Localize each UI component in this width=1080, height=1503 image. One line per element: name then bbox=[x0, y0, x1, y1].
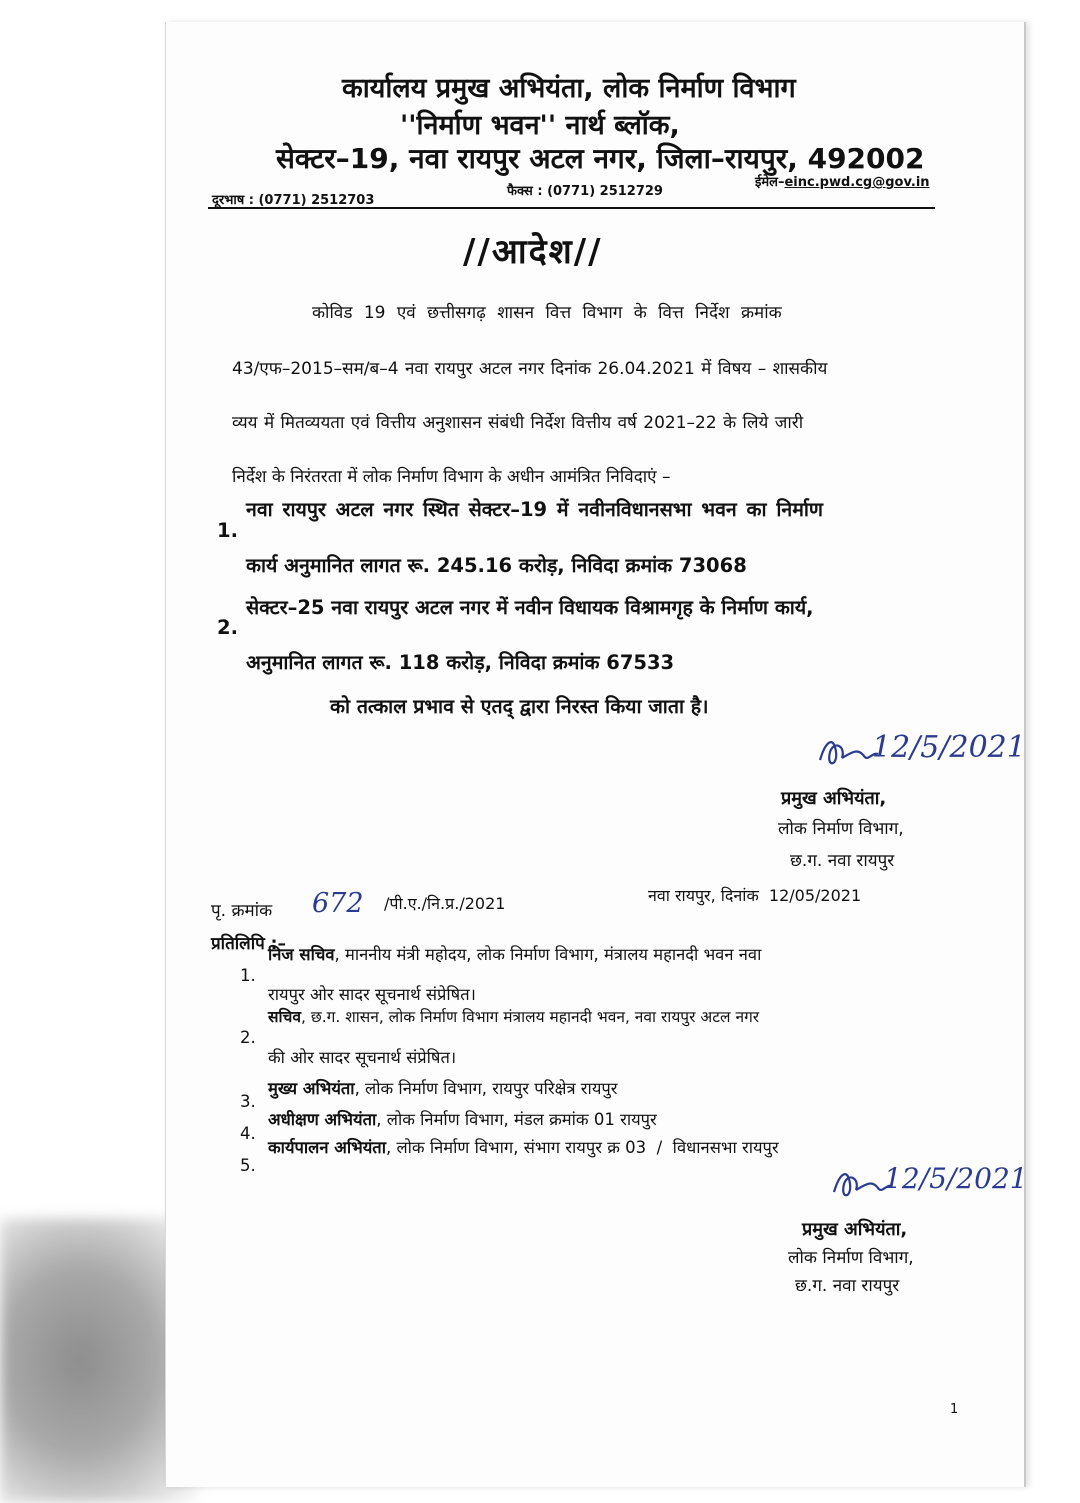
signatory-title: प्रमुख अभियंता, bbox=[781, 788, 887, 809]
item-1-line-1: नवा रायपुर अटल नगर स्थित सेक्टर–19 में नवीनविधानसभा भवन का निर्माण bbox=[246, 498, 824, 521]
copy-2-line-1 bbox=[268, 1005, 759, 1027]
item-1-number: 1. bbox=[217, 519, 238, 542]
copy-1-recipient: निज सचिव bbox=[268, 945, 335, 964]
copy-2-recipient: सचिव bbox=[268, 1008, 301, 1026]
ref-date: नवा रायपुर, दिनांक 12/05/2021 bbox=[648, 886, 862, 905]
office-name: कार्यालय प्रमुख अभियंता, लोक निर्माण विभाग bbox=[342, 73, 796, 104]
copy-5-recipient: कार्यपालन अभियंता bbox=[268, 1138, 386, 1157]
handwritten-signature bbox=[812, 722, 1026, 782]
copy-5-line-1 bbox=[268, 1135, 779, 1158]
office-building: ''निर्माण भवन'' नार्थ ब्लॉक, bbox=[400, 110, 680, 141]
copy-4-line-1 bbox=[268, 1107, 657, 1130]
email-address: einc.pwd.cg@gov.in bbox=[784, 175, 930, 190]
email-label: ईमेल– bbox=[755, 175, 785, 190]
handwritten-signature-2 bbox=[826, 1152, 1028, 1212]
item-2-number: 2. bbox=[217, 616, 238, 639]
ref-suffix: /पी.ए./नि.प्र./2021 bbox=[384, 894, 506, 913]
copy-1-line-2: रायपुर ओर सादर सूचनार्थ संप्रेषित। bbox=[268, 985, 476, 1004]
signatory2-dept: लोक निर्माण विभाग, bbox=[788, 1248, 914, 1268]
signature-date-2: 12/5/2021 bbox=[884, 1162, 1028, 1195]
order-title: //आदेश// bbox=[463, 232, 603, 272]
copy-2-number: 2. bbox=[240, 1028, 256, 1047]
copy-3-text: , लोक निर्माण विभाग, रायपुर परिक्षेत्र रायपुर bbox=[354, 1079, 618, 1098]
item-2-line-1: सेक्टर–25 नवा रायपुर अटल नगर में नवीन विधायक विश्रामगृह के निर्माण कार्य, bbox=[246, 596, 814, 619]
copy-1-text: , माननीय मंत्री महोदय, लोक निर्माण विभाग, मंत्रालय महानदी भवन नवा bbox=[334, 945, 762, 964]
closing-line: को तत्काल प्रभाव से एतद् द्वारा निरस्त किया जाता है। bbox=[330, 695, 709, 718]
body-line-3: व्यय में मितव्ययता एवं वित्तीय अनुशासन संबंधी निर्देश वित्तीय वर्ष 2021–22 के लिये जारी bbox=[232, 413, 804, 433]
copy-4-recipient: अधीक्षण अभियंता bbox=[268, 1110, 377, 1129]
copy-4-number: 4. bbox=[240, 1124, 256, 1143]
signatory2-title: प्रमुख अभियंता, bbox=[802, 1219, 908, 1240]
copy-3-line-1 bbox=[268, 1076, 618, 1099]
copy-3-recipient: मुख्य अभियंता bbox=[268, 1079, 355, 1098]
signature-date: 12/5/2021 bbox=[872, 730, 1026, 765]
email-line bbox=[755, 172, 930, 190]
ref-number: 672 bbox=[312, 888, 364, 919]
header-rule bbox=[208, 207, 935, 209]
copy-1-number: 1. bbox=[240, 966, 256, 985]
phone-number: दूरभाष : (0771) 2512703 bbox=[212, 193, 375, 208]
item-2-line-2: अनुमानित लागत रू. 118 करोड़, निविदा क्रमांक 67533 bbox=[246, 651, 675, 674]
copy-3-number: 3. bbox=[240, 1092, 256, 1111]
copy-4-text: , लोक निर्माण विभाग, मंडल क्रमांक 01 रायपुर bbox=[376, 1110, 657, 1129]
fax-number: फैक्स : (0771) 2512729 bbox=[507, 184, 663, 199]
copy-1-line-1 bbox=[268, 942, 761, 965]
copy-label: प्रतिलिपि :– bbox=[211, 934, 286, 954]
copy-2-line-2: की ओर सादर सूचनार्थ संप्रेषित। bbox=[268, 1048, 457, 1067]
copy-5-text: , लोक निर्माण विभाग, संभाग रायपुर क्र 03 / विधानसभा रायपुर bbox=[385, 1138, 779, 1157]
body-line-1: कोविड 19 एवं छत्तीसगढ़ शासन वित्त विभाग के वित्त निर्देश क्रमांक bbox=[312, 303, 782, 323]
signatory-place: छ.ग. नवा रायपुर bbox=[790, 851, 895, 871]
office-address: सेक्टर–19, नवा रायपुर अटल नगर, जिला–रायपुर, 492002 bbox=[276, 142, 925, 175]
ref-prefix: पृ. क्रमांक bbox=[211, 901, 273, 921]
page-number: 1 bbox=[950, 1402, 959, 1417]
body-line-4: निर्देश के निरंतरता में लोक निर्माण विभाग के अधीन आमंत्रित निविदाएं – bbox=[232, 467, 671, 487]
signatory2-place: छ.ग. नवा रायपुर bbox=[795, 1276, 900, 1296]
item-1-line-2: कार्य अनुमानित लागत रू. 245.16 करोड़, निविदा क्रमांक 73068 bbox=[246, 554, 747, 577]
copy-5-number: 5. bbox=[240, 1156, 256, 1175]
body-line-2: 43/एफ–2015–सम/ब–4 नवा रायपुर अटल नगर दिनांक 26.04.2021 में विषय – शासकीय bbox=[232, 359, 828, 379]
copy-2-text: , छ.ग. शासन, लोक निर्माण विभाग मंत्रालय महानदी भवन, नवा रायपुर अटल नगर bbox=[300, 1008, 760, 1026]
signatory-dept: लोक निर्माण विभाग, bbox=[778, 819, 904, 839]
